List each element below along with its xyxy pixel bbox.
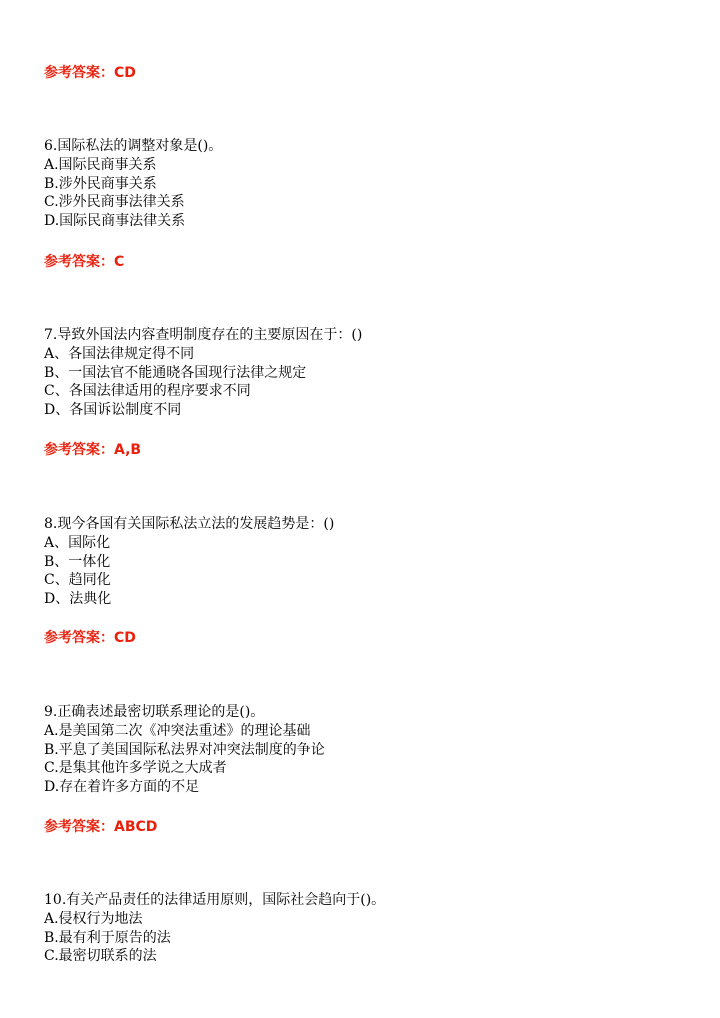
question-7	[44, 326, 362, 420]
option-b: B.最有利于原告的法	[44, 929, 171, 946]
option-a: A、各国法律规定得不同	[44, 345, 195, 362]
question-10	[44, 891, 385, 966]
answer-8: 参考答案：CD	[44, 630, 136, 646]
answer-6: 参考答案：C	[44, 254, 125, 270]
option-b: B.平息了美国国际私法界对冲突法制度的争论	[44, 741, 325, 758]
option-a: A、国际化	[44, 534, 111, 551]
question-6	[44, 137, 222, 231]
option-b: B、一体化	[44, 553, 111, 570]
option-c: C.最密切联系的法	[44, 948, 157, 965]
option-d: D.存在着许多方面的不足	[44, 779, 200, 796]
answer-9: 参考答案：ABCD	[44, 819, 158, 835]
answer-5: 参考答案：CD	[44, 65, 136, 81]
option-c: C、趋同化	[44, 572, 111, 589]
option-a: A.是美国第二次《冲突法重述》的理论基础	[44, 722, 311, 739]
option-a: A.国际民商事关系	[44, 156, 157, 173]
option-d: D、法典化	[44, 591, 112, 608]
question-9	[44, 703, 325, 797]
question-stem: 6.国际私法的调整对象是()。	[44, 138, 223, 154]
answer-7: 参考答案：A,B	[44, 442, 142, 458]
option-b: B、一国法官不能通晓各国现行法律之规定	[44, 364, 307, 381]
option-c: C、各国法律适用的程序要求不同	[44, 383, 251, 400]
option-b: B.涉外民商事关系	[44, 175, 157, 192]
option-c: C.是集其他许多学说之大成者	[44, 760, 227, 777]
question-stem: 8.现今各国有关国际私法立法的发展趋势是：()	[44, 516, 335, 532]
option-a: A.侵权行为地法	[44, 910, 143, 927]
question-stem: 9.正确表述最密切联系理论的是()。	[44, 704, 265, 720]
option-d: D、各国诉讼制度不同	[44, 402, 182, 419]
question-stem: 7.导致外国法内容查明制度存在的主要原因在于：()	[44, 327, 363, 343]
option-c: C.涉外民商事法律关系	[44, 194, 185, 211]
question-8	[44, 515, 334, 609]
option-d: D.国际民商事法律关系	[44, 213, 186, 230]
question-stem: 10.有关产品责任的法律适用原则，国际社会趋向于()。	[44, 892, 386, 908]
